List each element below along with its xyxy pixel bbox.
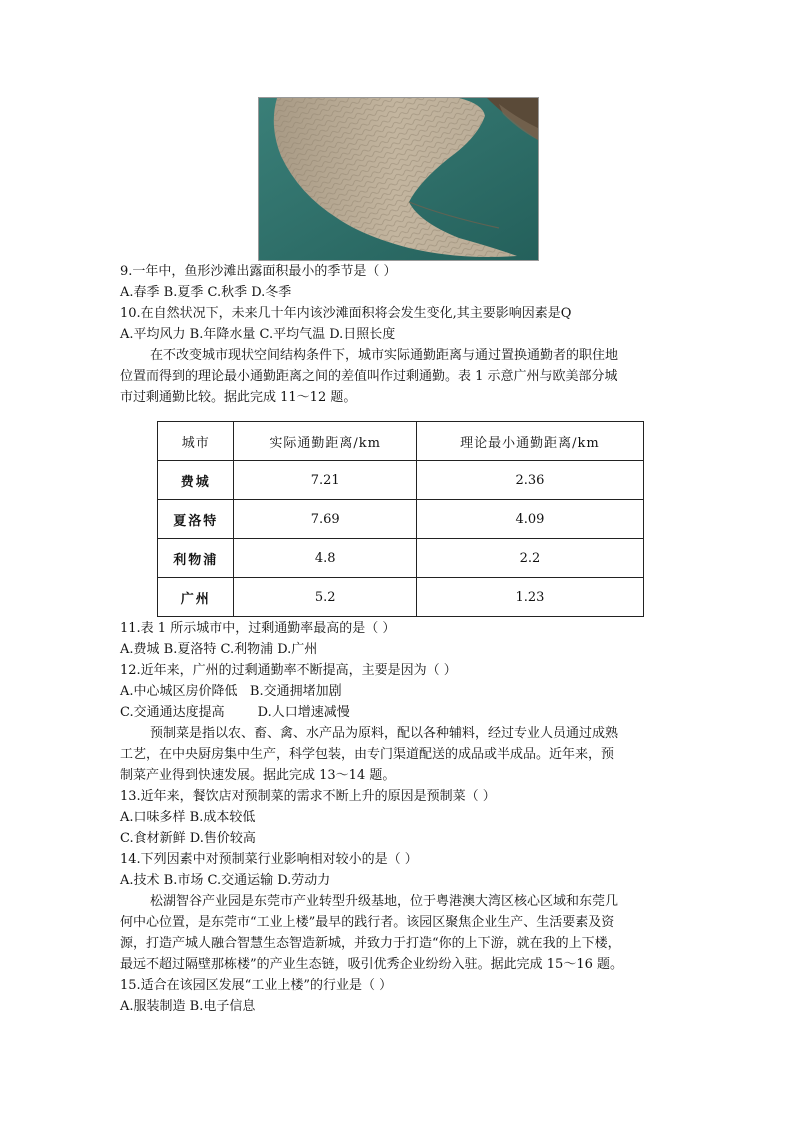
table-cell-actual: 5.2 — [234, 578, 416, 617]
q15-options: A.服装制造 B.电子信息 — [120, 999, 256, 1014]
q12-options-2: C.交通通达度提高 D.人口增速减慢 — [120, 705, 350, 720]
table-cell-theoretical: 2.36 — [416, 461, 643, 500]
questions-11-15 — [120, 618, 680, 1017]
passage2-line-2: 工艺，在中央厨房集中生产，科学包装，由专门渠道配送的成品或半成品。近年来，预 — [120, 747, 615, 762]
q12-question: 12.近年来，广州的过剩通勤率不断提高，主要是因为（ ） — [120, 663, 457, 678]
table-cell-actual: 4.8 — [234, 539, 416, 578]
passage1-line-3: 市过剩通勤比较。据此完成 11～12 题。 — [120, 390, 357, 405]
passage2-line-1: 预制菜是指以农、畜、禽、水产品为原料，配以各种辅料，经过专业人员通过成熟 — [150, 726, 619, 741]
table-cell-city: 夏洛特 — [158, 500, 234, 539]
table-cell-actual: 7.21 — [234, 461, 416, 500]
q13-options-2: C.食材新鲜 D.售价较高 — [120, 831, 256, 846]
table-cell-city: 广州 — [158, 578, 234, 617]
table-cell-theoretical: 2.2 — [416, 539, 643, 578]
table-row — [158, 500, 644, 539]
q13-question: 13.近年来，餐饮店对预制菜的需求不断上升的原因是预制菜（ ） — [120, 789, 496, 804]
questions-9-10 — [120, 261, 680, 408]
q13-options-1: A.口味多样 B.成本较低 — [120, 810, 256, 825]
passage3-line-4: 最远不超过隔壁那栋楼”的产业生态链，吸引优秀企业纷纷入驻。据此完成 15～16 题。 — [120, 957, 623, 972]
header-actual-distance: 实际通勤距离/km — [234, 422, 416, 461]
q15-question: 15.适合在该园区发展“工业上楼”的行业是（ ） — [120, 978, 393, 993]
sandbar-photo — [258, 97, 539, 261]
passage3-line-2: 何中心位置，是东莞市“工业上楼”最早的践行者。该园区聚焦企业生产、生活要素及资 — [120, 915, 615, 930]
passage3-line-3: 源，打造产城人融合智慧生态智造新城，并致力于打造“你的上下游，就在我的上下楼， — [120, 936, 621, 951]
q11-question: 11.表 1 所示城市中，过剩通勤率最高的是（ ） — [120, 621, 396, 636]
q14-options: A.技术 B.市场 C.交通运输 D.劳动力 — [120, 873, 331, 888]
table-cell-city: 利物浦 — [158, 539, 234, 578]
table-cell-city: 费城 — [158, 461, 234, 500]
header-city: 城市 — [158, 422, 234, 461]
q14-question: 14.下列因素中对预制菜行业影响相对较小的是（ ） — [120, 852, 418, 867]
passage3-line-1: 松湖智谷产业园是东莞市产业转型升级基地，位于粤港澳大湾区核心区域和东莞几 — [150, 894, 619, 909]
sandbar-image — [259, 98, 538, 260]
q10-options: A.平均风力 B.年降水量 C.平均气温 D.日照长度 — [120, 327, 396, 342]
table-header-row — [158, 422, 644, 461]
q10-question: 10.在自然状况下，未来几十年内该沙滩面积将会发生变化,其主要影响因素是Q — [120, 306, 572, 321]
q12-options-1: A.中心城区房价降低 B.交通拥堵加剧 — [120, 684, 342, 699]
table-cell-theoretical: 4.09 — [416, 500, 643, 539]
commute-table — [157, 421, 644, 607]
q9-question: 9.一年中，鱼形沙滩出露面积最小的季节是（ ） — [120, 264, 397, 279]
header-theoretical-distance: 理论最小通勤距离/km — [416, 422, 643, 461]
table-row — [158, 578, 644, 617]
passage1-line-1: 在不改变城市现状空间结构条件下，城市实际通勤距离与通过置换通勤者的职住地 — [150, 348, 619, 363]
table-row — [158, 461, 644, 500]
passage1-line-2: 位置而得到的理论最小通勤距离之间的差值叫作过剩通勤。表 1 示意广州与欧美部分城 — [120, 369, 618, 384]
table-cell-actual: 7.69 — [234, 500, 416, 539]
q9-options: A.春季 B.夏季 C.秋季 D.冬季 — [120, 285, 292, 300]
q11-options: A.费城 B.夏洛特 C.利物浦 D.广州 — [120, 642, 318, 657]
commute-data-table — [157, 421, 644, 617]
table-row — [158, 539, 644, 578]
passage2-line-3: 制菜产业得到快速发展。据此完成 13～14 题。 — [120, 768, 396, 783]
table-cell-theoretical: 1.23 — [416, 578, 643, 617]
